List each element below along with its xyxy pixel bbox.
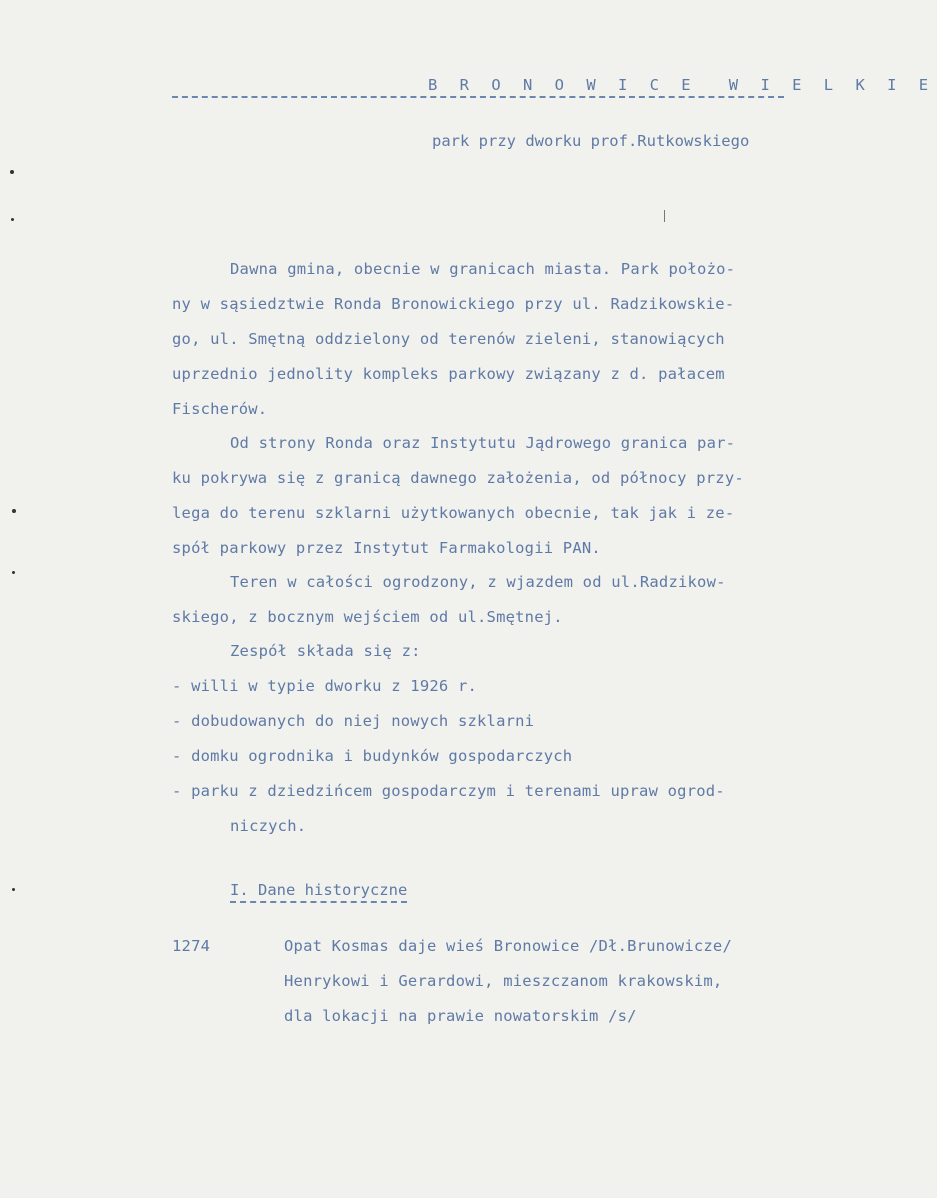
paragraph-line: ny w sąsiedztwie Ronda Bronowickiego przy ul. Radzikowskie- [172, 295, 735, 313]
paragraph-line: Od strony Ronda oraz Instytutu Jądrowego granica par- [230, 434, 736, 452]
document-title: B R O N O W I C E W I E L K I E [428, 76, 935, 94]
paragraph-line: Dawna gmina, obecnie w granicach miasta. Park położo- [230, 260, 736, 278]
list-item: - parku z dziedzińcem gospodarczym i terenami upraw ogrod- [172, 782, 725, 800]
paragraph-line: skiego, z bocznym wejściem od ul.Smętnej. [172, 608, 563, 626]
paragraph-line: ku pokrywa się z granicą dawnego założenia, od północy przy- [172, 469, 744, 487]
margin-mark [12, 888, 15, 891]
paragraph-line: Fischerów. [172, 400, 268, 418]
section-heading-text: I. Dane historyczne [230, 881, 407, 903]
entry-year: 1274 [172, 937, 211, 955]
paragraph-line: uprzednio jednolity kompleks parkowy związany z d. pałacem [172, 365, 725, 383]
paragraph-line: spół parkowy przez Instytut Farmakologii PAN. [172, 539, 601, 557]
entry-line: Henrykowi i Gerardowi, mieszczanom krakowskim, [284, 972, 723, 990]
stray-mark [664, 210, 665, 222]
paragraph-line: go, ul. Smętną oddzielony od terenów zieleni, stanowiących [172, 330, 725, 348]
list-item: - domku ogrodnika i budynków gospodarczych [172, 747, 573, 765]
margin-mark [12, 509, 16, 513]
list-item-continuation: niczych. [230, 817, 307, 835]
paragraph-line: Zespół składa się z: [230, 642, 421, 660]
entry-line: dla lokacji na prawie nowatorskim /s/ [284, 1007, 637, 1025]
document-subtitle: park przy dworku prof.Rutkowskiego [432, 132, 750, 150]
margin-mark [12, 571, 15, 574]
section-heading [230, 881, 407, 899]
list-item: - willi w typie dworku z 1926 r. [172, 677, 478, 695]
list-item: - dobudowanych do niej nowych szklarni [172, 712, 535, 730]
entry-line: Opat Kosmas daje wieś Bronowice /Dł.Brunowicze/ [284, 937, 732, 955]
margin-mark [11, 218, 14, 221]
paragraph-line: lega do terenu szklarni użytkowanych obecnie, tak jak i ze- [172, 504, 735, 522]
paragraph-line: Teren w całości ogrodzony, z wjazdem od ul.Radzikow- [230, 573, 726, 591]
margin-mark [10, 170, 14, 174]
header-dashed-rule [172, 96, 784, 98]
